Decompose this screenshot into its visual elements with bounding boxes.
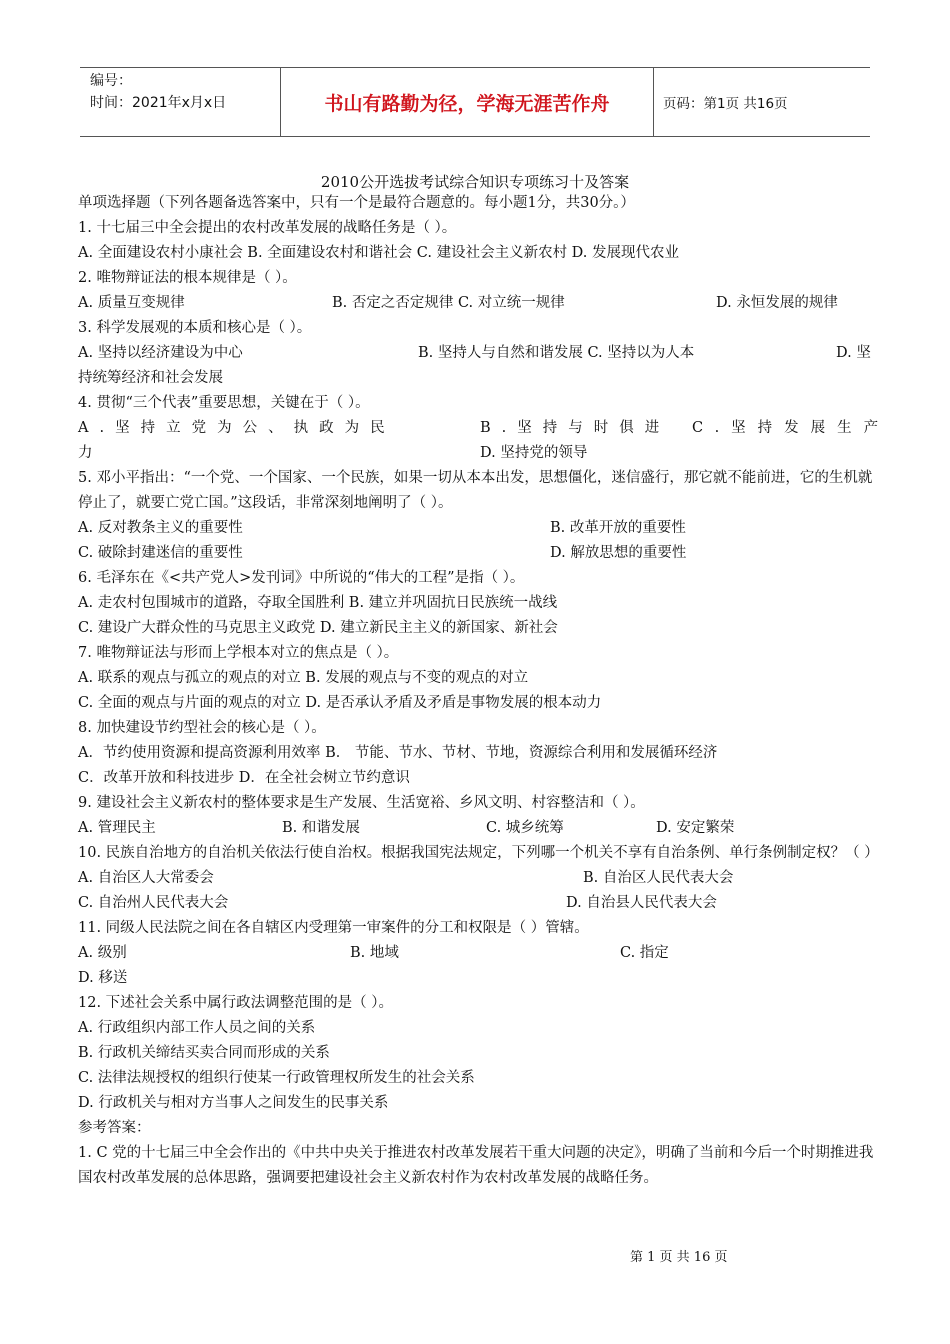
question-stem: 6. 毛泽东在《<共产党人>发刊词》中所说的“伟大的工程”是指（ ）。 — [78, 570, 525, 586]
question-options — [78, 291, 874, 316]
option-d: D. 坚持党的领导 — [480, 445, 588, 461]
document-body — [78, 191, 891, 1191]
option-c: C.坚持发展生产 — [692, 420, 891, 436]
option-c: C. 指定 — [620, 945, 669, 961]
header-divider — [653, 68, 654, 136]
question-stem: 12. 下述社会关系中属行政法调整范围的是（ ）。 — [78, 995, 394, 1011]
question-stem: 5. 邓小平指出：“一个党、一个国家、一个民族，如果一切从本本出发，思想僵化，迷信盛行，那它就不能前进，它的生机就停止了，就要亡党亡国。”这段话，非常深刻地阐明了（ ）。 — [78, 470, 873, 511]
question-options: C．改革开放和科技进步 D．在全社会树立节约意识 — [78, 770, 410, 786]
page-footer: 第 1 页 共 16 页 — [630, 1250, 728, 1265]
section-intro: 单项选择题（下列各题备选答案中，只有一个是最符合题意的。每小题1分，共30分。） — [78, 195, 635, 211]
question-stem: 1. 十七届三中全会提出的农村改革发展的战略任务是（ ）。 — [78, 220, 457, 236]
option-continuation: 持统筹经济和社会发展 — [78, 370, 223, 386]
option-a: A. 反对教条主义的重要性 — [78, 520, 243, 536]
time-label: 时间：2021年x月x日 — [90, 95, 227, 111]
option-b: B. 和谐发展 — [282, 820, 360, 836]
option-a: A. 行政组织内部工作人员之间的关系 — [78, 1020, 316, 1036]
question-options — [78, 866, 874, 891]
option-c: C. 法律法规授权的组织行使某一行政管理权所发生的社会关系 — [78, 1070, 475, 1086]
option-a: A. 级别 — [78, 945, 127, 961]
question-options: A. 全面建设农村小康社会 B. 全面建设农村和谐社会 C. 建设社会主义新农村 D. 发展现代农业 — [78, 245, 680, 261]
option-c: C. 自治州人民代表大会 — [78, 895, 229, 911]
question-stem: 2. 唯物辩证法的根本规律是（ ）。 — [78, 270, 297, 286]
question-options — [78, 541, 874, 566]
question-stem: 10. 民族自治地方的自治机关依法行使自治权。根据我国宪法规定，下列哪一个机关不享有自治条例、单行条例制定权？（ ） — [78, 845, 879, 861]
question-options — [78, 341, 874, 366]
question-stem: 11. 同级人民法院之间在各自辖区内受理第一审案件的分工和权限是（ ）管辖。 — [78, 920, 589, 936]
option-a: A. 坚持以经济建设为中心 — [78, 345, 243, 361]
option-a: A. 自治区人大常委会 — [78, 870, 214, 886]
question-options: A. 联系的观点与孤立的观点的对立 B. 发展的观点与不变的观点的对立 — [78, 670, 529, 686]
question-options — [78, 516, 874, 541]
option-d: D. 行政机关与相对方当事人之间发生的民事关系 — [78, 1095, 389, 1111]
answers-label: 参考答案： — [78, 1120, 151, 1136]
question-options: A. 走农村包围城市的道路，夺取全国胜利 B. 建立并巩固抗日民族统一战线 — [78, 595, 558, 611]
header-motto: 书山有路勤为径，学海无涯苦作舟 — [324, 92, 610, 115]
option-b: B. 改革开放的重要性 — [550, 520, 686, 536]
question-options — [78, 441, 874, 466]
question-options — [78, 816, 874, 841]
question-stem: 9. 建设社会主义新农村的整体要求是生产发展、生活宽裕、乡风文明、村容整洁和（ ）。 — [78, 795, 645, 811]
option-b: B.坚持与时俱进 — [480, 420, 671, 436]
answer-item: 1. C 党的十七届三中全会作出的《中共中央关于推进农村改革发展若干重大问题的决定》，明确了当前和今后一个时期推进我国农村改革发展的总体思路，强调要把建设社会主义新农村作为农村改革发展的战略任务。 — [78, 1145, 874, 1186]
option-a: A. 管理民主 — [78, 820, 156, 836]
option-continuation: 力 — [78, 445, 93, 461]
question-options: C. 建设广大群众性的马克思主义政党 D. 建立新民主主义的新国家、新社会 — [78, 620, 558, 636]
question-stem: 4. 贯彻“三个代表”重要思想，关键在于（ ）。 — [78, 395, 370, 411]
option-b: B. 行政机关缔结买卖合同而形成的关系 — [78, 1045, 330, 1061]
question-options — [78, 416, 891, 441]
option-d: D. 自治县人民代表大会 — [566, 895, 717, 911]
question-options: C. 全面的观点与片面的观点的对立 D. 是否承认矛盾及矛盾是事物发展的根本动力 — [78, 695, 602, 711]
option-d: D. 坚 — [836, 345, 871, 361]
question-options — [78, 941, 874, 966]
question-stem: 3. 科学发展观的本质和核心是（ ）。 — [78, 320, 312, 336]
option-c: C. 破除封建迷信的重要性 — [78, 545, 243, 561]
option-b-c: B. 否定之否定规律 C. 对立统一规律 — [332, 295, 565, 311]
option-b: B. 地域 — [350, 945, 399, 961]
option-d: D. 移送 — [78, 970, 128, 986]
question-stem: 8. 加快建设节约型社会的核心是（ ）。 — [78, 720, 326, 736]
document-title: 2010公开选拔考试综合知识专项练习十及答案 — [320, 173, 630, 191]
option-d: D. 解放思想的重要性 — [550, 545, 687, 561]
header-meta — [80, 68, 280, 136]
option-d: D. 永恒发展的规律 — [716, 295, 838, 311]
option-a: A.坚持立党为公、执政为民 — [78, 420, 396, 436]
option-c: C. 城乡统筹 — [486, 820, 564, 836]
question-stem: 7. 唯物辩证法与形而上学根本对立的焦点是（ ）。 — [78, 645, 399, 661]
question-options: A．节约使用资源和提高资源利用效率 B． 节能、节水、节材、节地，资源综合利用和发展循环经济 — [78, 745, 718, 761]
option-b: B. 自治区人民代表大会 — [583, 870, 734, 886]
option-b-c: B. 坚持人与自然和谐发展 C. 坚持以为人本 — [418, 345, 695, 361]
number-label: 编号： — [90, 73, 132, 89]
option-a: A. 质量互变规律 — [78, 295, 185, 311]
option-d: D. 安定繁荣 — [656, 820, 735, 836]
page-header — [80, 67, 870, 137]
question-options — [78, 891, 874, 916]
header-page-info: 页码：第1页 共16页 — [663, 96, 788, 112]
